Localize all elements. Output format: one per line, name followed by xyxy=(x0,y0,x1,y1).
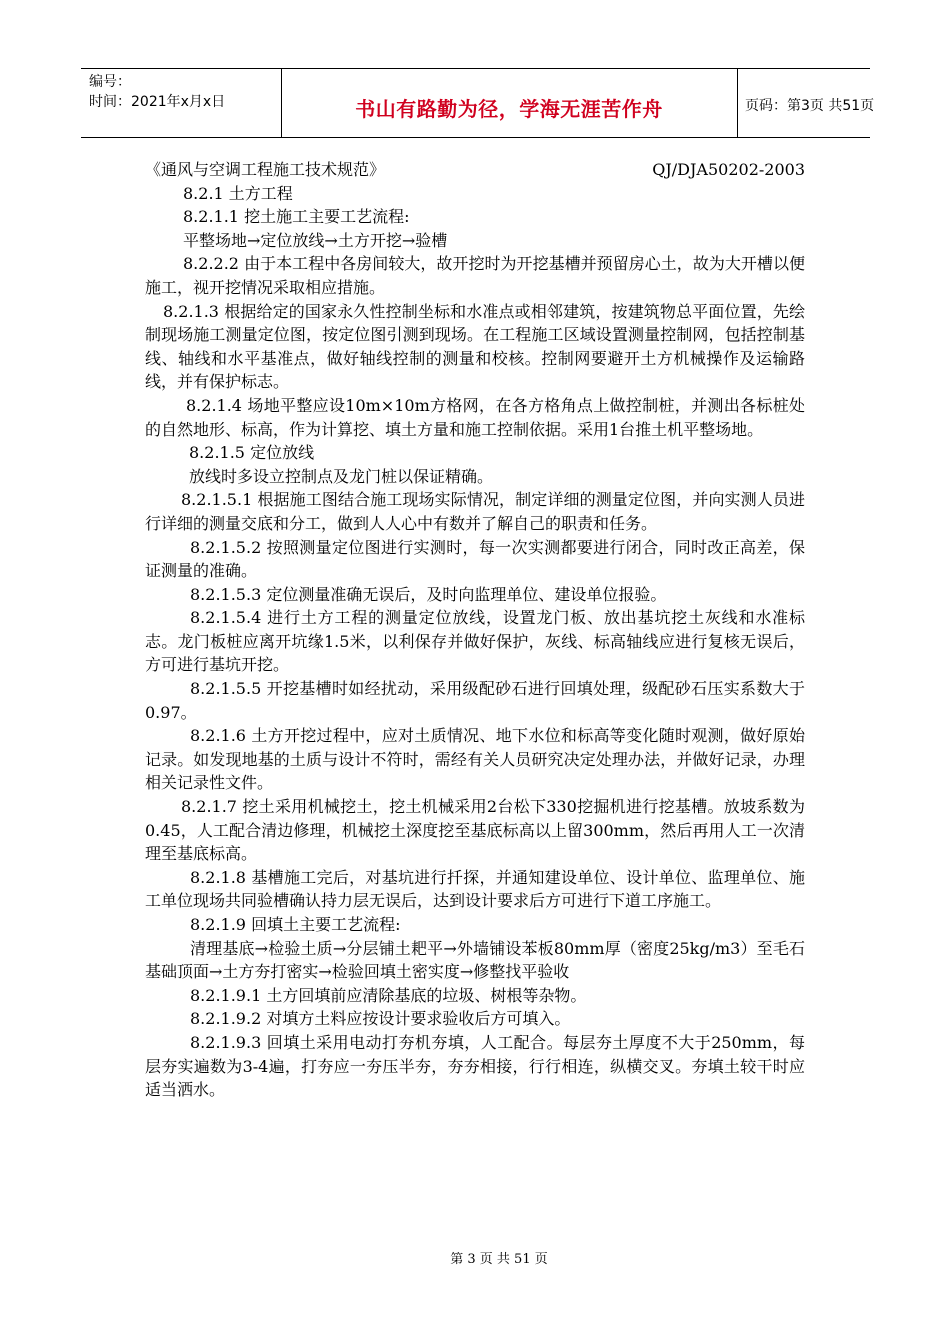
document-title-line xyxy=(145,158,805,182)
paragraph: 8.2.1.5.2 按照测量定位图进行实测时，每一次实测都要进行闭合，同时改正高差，保证测量的准确。 xyxy=(145,537,805,581)
page-header xyxy=(81,68,875,138)
paragraph: 8.2.1.5 定位放线 xyxy=(189,443,315,463)
paragraph: 8.2.1.3 根据给定的国家永久性控制坐标和水准点或相邻建筑，按建筑物总平面位置，先绘制现场施工测量定位图，按定位图引测到现场。在工程施工区域设置测量控制网，包括控制基线、轴线和水平基准点，做好轴线控制的测量和校核。控制网要避开土方机械操作及运输路线，并有保护标志。 xyxy=(145,301,805,392)
paragraph: 8.2.1.9.2 对填方土料应按设计要求验收后方可填入。 xyxy=(190,1009,571,1029)
header-motto: 书山有路勤为径，学海无涯苦作舟 xyxy=(355,97,663,121)
paragraph: 8.2.1.9.1 土方回填前应清除基底的垃圾、树根等杂物。 xyxy=(190,985,587,1005)
section-heading: 8.2.1 土方工程 xyxy=(183,183,293,203)
paragraph: 8.2.1.9.3 回填土采用电动打夯机夯填，人工配合。每层夯土厚度不大于250mm，每层夯实遍数为3-4遍，打夯应一夯压半夯，夯夯相接，行行相连，纵横交叉。夯填土较干时应适当洒水。 xyxy=(145,1032,805,1100)
paragraph: 清理基底→检验土质→分层铺土耙平→外墙铺设苯板80mm厚（密度25kg/m3）至毛石基础顶面→土方夯打密实→检验回填土密实度→修整找平验收 xyxy=(145,938,805,982)
paragraph: 8.2.1.1 挖土施工主要工艺流程: xyxy=(183,207,410,227)
paragraph: 8.2.1.4 场地平整应设10m×10m方格网，在各方格角点上做控制桩，并测出各标桩处的自然地形、标高，作为计算挖、填土方量和施工控制依据。采用1台推土机平整场地。 xyxy=(145,395,805,439)
header-page-cell xyxy=(737,69,875,137)
paragraph: 8.2.1.5.3 定位测量准确无误后，及时向监理单位、建设单位报验。 xyxy=(190,584,667,604)
paragraph: 8.2.1.9 回填土主要工艺流程: xyxy=(190,915,401,934)
page-footer: 第 3 页 共 51 页 xyxy=(450,1252,548,1267)
document-body xyxy=(145,158,805,1102)
paragraph: 8.2.1.5.5 开挖基槽时如经扰动，采用级配砂石进行回填处理，级配砂石压实系数大于0.97。 xyxy=(145,679,805,722)
document-title: 《通风与空调工程施工技术规范》 xyxy=(145,160,386,179)
document-code: QJ/DJA50202-2003 xyxy=(652,160,805,179)
header-motto-cell xyxy=(281,69,738,137)
paragraph: 8.2.1.8 基槽施工完后，对基坑进行扦探，并通知建设单位、设计单位、监理单位、施工单位现场共同验槽确认持力层无误后，达到设计要求后方可进行下道工序施工。 xyxy=(145,867,805,911)
paragraph: 8.2.1.7 挖土采用机械挖土，挖土机械采用2台松下330挖掘机进行挖基槽。放坡系数为0.45，人工配合清边修理，机械挖土深度挖至基底标高以上留300mm，然后再用人工一次清理至基底标高。 xyxy=(145,797,805,864)
paragraph: 8.2.1.5.4 进行土方工程的测量定位放线，设置龙门板、放出基坑挖土灰线和水准标志。龙门板桩应离开坑缘1.5米，以利保存并做好保护，灰线、标高轴线应进行复核无误后，方可进行基坑开挖。 xyxy=(145,608,805,675)
paragraph: 放线时多设立控制点及龙门桩以保证精确。 xyxy=(189,466,494,486)
document-number-label: 编号： xyxy=(89,74,131,90)
document-time-label: 时间：2021年x月x日 xyxy=(89,94,226,110)
paragraph: 8.2.2.2 由于本工程中各房间较大，故开挖时为开挖基槽并预留房心土，故为大开槽以便施工，视开挖情况采取相应措施。 xyxy=(145,254,805,297)
paragraph: 8.2.1.6 土方开挖过程中，应对土质情况、地下水位和标高等变化随时观测，做好原始记录。如发现地基的土质与设计不符时，需经有关人员研究决定处理办法，并做好记录，办理相关记录性文件。 xyxy=(145,726,805,793)
paragraph: 8.2.1.5.1 根据施工图结合施工现场实际情况，制定详细的测量定位图，并向实测人员进行详细的测量交底和分工，做到人人心中有数并了解自己的职责和任务。 xyxy=(145,490,805,533)
header-info-cell xyxy=(81,69,282,137)
paragraph: 平整场地→定位放线→土方开挖→验槽 xyxy=(183,230,448,250)
header-page-number: 页码：第3页 共51页 xyxy=(745,98,875,114)
